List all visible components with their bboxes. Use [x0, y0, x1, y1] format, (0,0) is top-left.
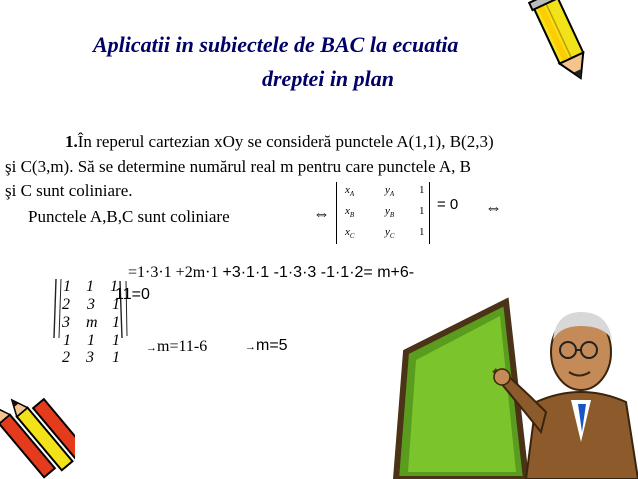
- sarrus-r4c3: 1: [112, 332, 120, 349]
- pencils-icon: [0, 380, 75, 479]
- calculation-line1: [128, 264, 414, 282]
- sarrus-r2c2: 3: [87, 296, 95, 313]
- det-row2-one: 1: [419, 205, 425, 217]
- problem-number: 1.: [65, 132, 78, 151]
- calculation-line2: 11=0: [115, 286, 150, 303]
- teacher-icon: [376, 282, 638, 479]
- det-row2-y: $y_B$: [385, 205, 395, 220]
- det-row3-y: $y_C$: [385, 226, 395, 241]
- det-row1-x: $x_A$: [345, 184, 355, 199]
- sarrus-r1c2: 1: [86, 278, 94, 295]
- equals-zero: = 0: [437, 196, 459, 213]
- slide-title-line2: dreptei in plan: [262, 66, 395, 91]
- determinant-matrix: [336, 182, 430, 244]
- problem-line2: şi C(3,m). Să se determine numărul real m pentru care punctele A, B: [5, 157, 471, 176]
- implies-arrow-1: →: [146, 342, 157, 354]
- pencil-icon: [528, 0, 598, 80]
- slide-title-line1: Aplicatii in subiectele de BAC la ecuatia: [93, 32, 459, 57]
- sarrus-r1c1: 1: [63, 278, 71, 295]
- problem-line3: şi C sunt coliniare.: [5, 181, 133, 200]
- det-row3-x: $x_C$: [345, 226, 355, 241]
- problem-line1: [65, 131, 494, 153]
- iff-symbol-left: ⇔: [313, 204, 330, 223]
- sarrus-r5c3: 1: [112, 349, 120, 366]
- det-row1-y: $y_A$: [385, 184, 395, 199]
- sarrus-r2c3: 1: [112, 296, 120, 313]
- result-step1: →m=11-6: [146, 338, 208, 355]
- sarrus-r5c2: 3: [86, 349, 94, 366]
- result-step2: →m=5: [245, 337, 288, 354]
- sarrus-r5c1: 2: [62, 349, 70, 366]
- problem-line1-text: În reperul cartezian xOy se consideră punctele A(1,1), B(2,3): [77, 132, 494, 151]
- sarrus-r3c1: 3: [62, 314, 70, 331]
- det-row3-one: 1: [419, 226, 425, 238]
- implies-arrow-2: →: [245, 341, 256, 353]
- sarrus-r1c3: 1: [110, 278, 118, 295]
- sarrus-r4c2: 1: [87, 332, 95, 349]
- sarrus-r4c1: 1: [63, 332, 71, 349]
- det-row2-x: $x_B$: [345, 205, 355, 220]
- sarrus-r3c3: 1: [112, 314, 120, 331]
- calculation-prefix: =1·3·1 +2m·1: [128, 264, 223, 281]
- sarrus-r2c1: 2: [62, 296, 70, 313]
- calculation-rest: +3·1·1 -1·3·3 -1·1·2= m+6-: [222, 264, 415, 281]
- iff-symbol-right: ⇔: [485, 198, 502, 217]
- det-row1-one: 1: [419, 184, 425, 196]
- sarrus-r3c2: m: [86, 314, 98, 331]
- collinear-statement: Punctele A,B,C sunt coliniare: [28, 207, 230, 226]
